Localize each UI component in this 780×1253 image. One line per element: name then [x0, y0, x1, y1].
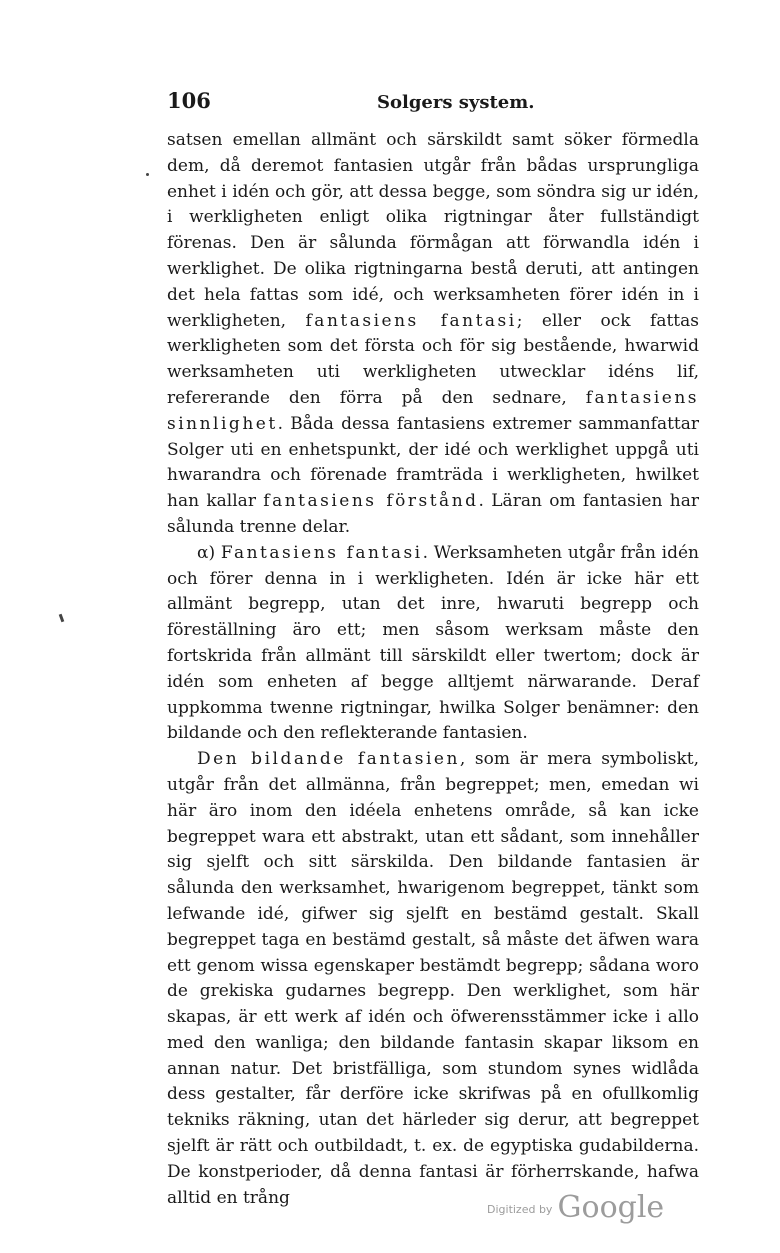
page-number: 106 — [167, 88, 211, 113]
text-segment: . Läran om fantasien har sålunda trenne delar. — [167, 491, 699, 537]
text-segment: . Werksamheten utgår från idén och förer denna in i werkligheten. Idén är icke här ett allmänt begrepp, utan det inre, hwaruti begrepp och föreställning äro ett; men såsom werksam måste den fortskrida från allmänt till särskildt eller twertom; dock är idén som enheten af begge alltjemt närwarande. Deraf uppkomma twenne rigtningar, hwilka Solger benämner: den bildande och den reflekterande fantasien. — [167, 542, 699, 744]
margin-tick-mark — [59, 614, 65, 623]
text-segment: ; eller ock fattas werkligheten som det första och för sig bestående, hwarwid werksamheten uti werkligheten utwecklar idéns lif, refererande den förra på den sednare, — [167, 310, 699, 408]
emphasized-term: Den bildande fantasien — [197, 749, 460, 770]
page-header — [167, 88, 697, 118]
paragraph — [167, 747, 699, 1211]
emphasized-term: fantasiens fantasi — [305, 310, 517, 331]
text-segment: . Båda dessa fantasiens extremer sammanfattar Solger uti en enhetspunkt, der idé och werklighet uppgå uti hwarandra och förenade framträda i werkligheten, hwilket han kallar — [167, 413, 699, 512]
margin-dot-mark — [146, 173, 149, 176]
digitized-watermark — [487, 1190, 664, 1230]
emphasized-term: fantasiens sinnlighet — [167, 387, 699, 434]
emphasized-term: fantasiens förstånd — [263, 491, 479, 512]
google-logo: Google — [557, 1190, 665, 1225]
running-head: Solgers system. — [377, 92, 535, 113]
text-segment: satsen emellan allmänt och särskildt samt söker förmedla dem, då deremot fantasien utgår från bådas ursprungliga enhet i idén och gör, att dessa begge, som söndra sig ur idén, i werkligheten enligt olika rigtningar åter fullständigt förenas. Den är sålunda förmågan att förwandla idén i werklighet. De olika rigtningarna bestå deruti, att antingen det hela fattas som idé, och werksamheten förer idén in i werkligheten, — [167, 130, 699, 331]
paragraph — [167, 128, 699, 541]
body-text — [167, 128, 699, 1211]
paragraph — [167, 541, 699, 747]
text-segment: α) — [197, 542, 221, 563]
emphasized-term: Fantasiens fantasi — [220, 542, 423, 563]
text-segment: , som är mera symboliskt, utgår från det allmänna, från begreppet; men, emedan wi här äro inom den idéela enhetens område, så kan icke begreppet wara ett abstrakt, utan ett sådant, som innehåller sig sjelft och sitt särskilda. Den bildande fantasien är sålunda den werksamhet, hwarigenom begreppet, tänkt som lefwande idé, gifwer sig sjelft en bestämd gestalt. Skall begreppet taga en bestämd gestalt, så måste det äfwen wara ett genom wissa egenskaper bestämdt begrepp; sådana woro de grekiska gudarnes begrepp. Den werklighet, som här skapas, är ett werk af idén och öfwerensstämmer icke i allo med den wanliga; den bildande fantasin skapar liksom en annan natur. Det bristfälliga, som stundom synes widlåda dess gestalter, får derföre icke skrifwas på en ofullkomlig tekniks räkning, utan det härleder sig derur, att begreppet sjelft är rätt och outbildadt, t. ex. de egyptiska gudabilderna. De konstperioder, då denna fantasi är förherrskande, hafwa alltid en trång — [167, 749, 699, 1208]
watermark-prefix: Digitized by — [487, 1203, 553, 1216]
